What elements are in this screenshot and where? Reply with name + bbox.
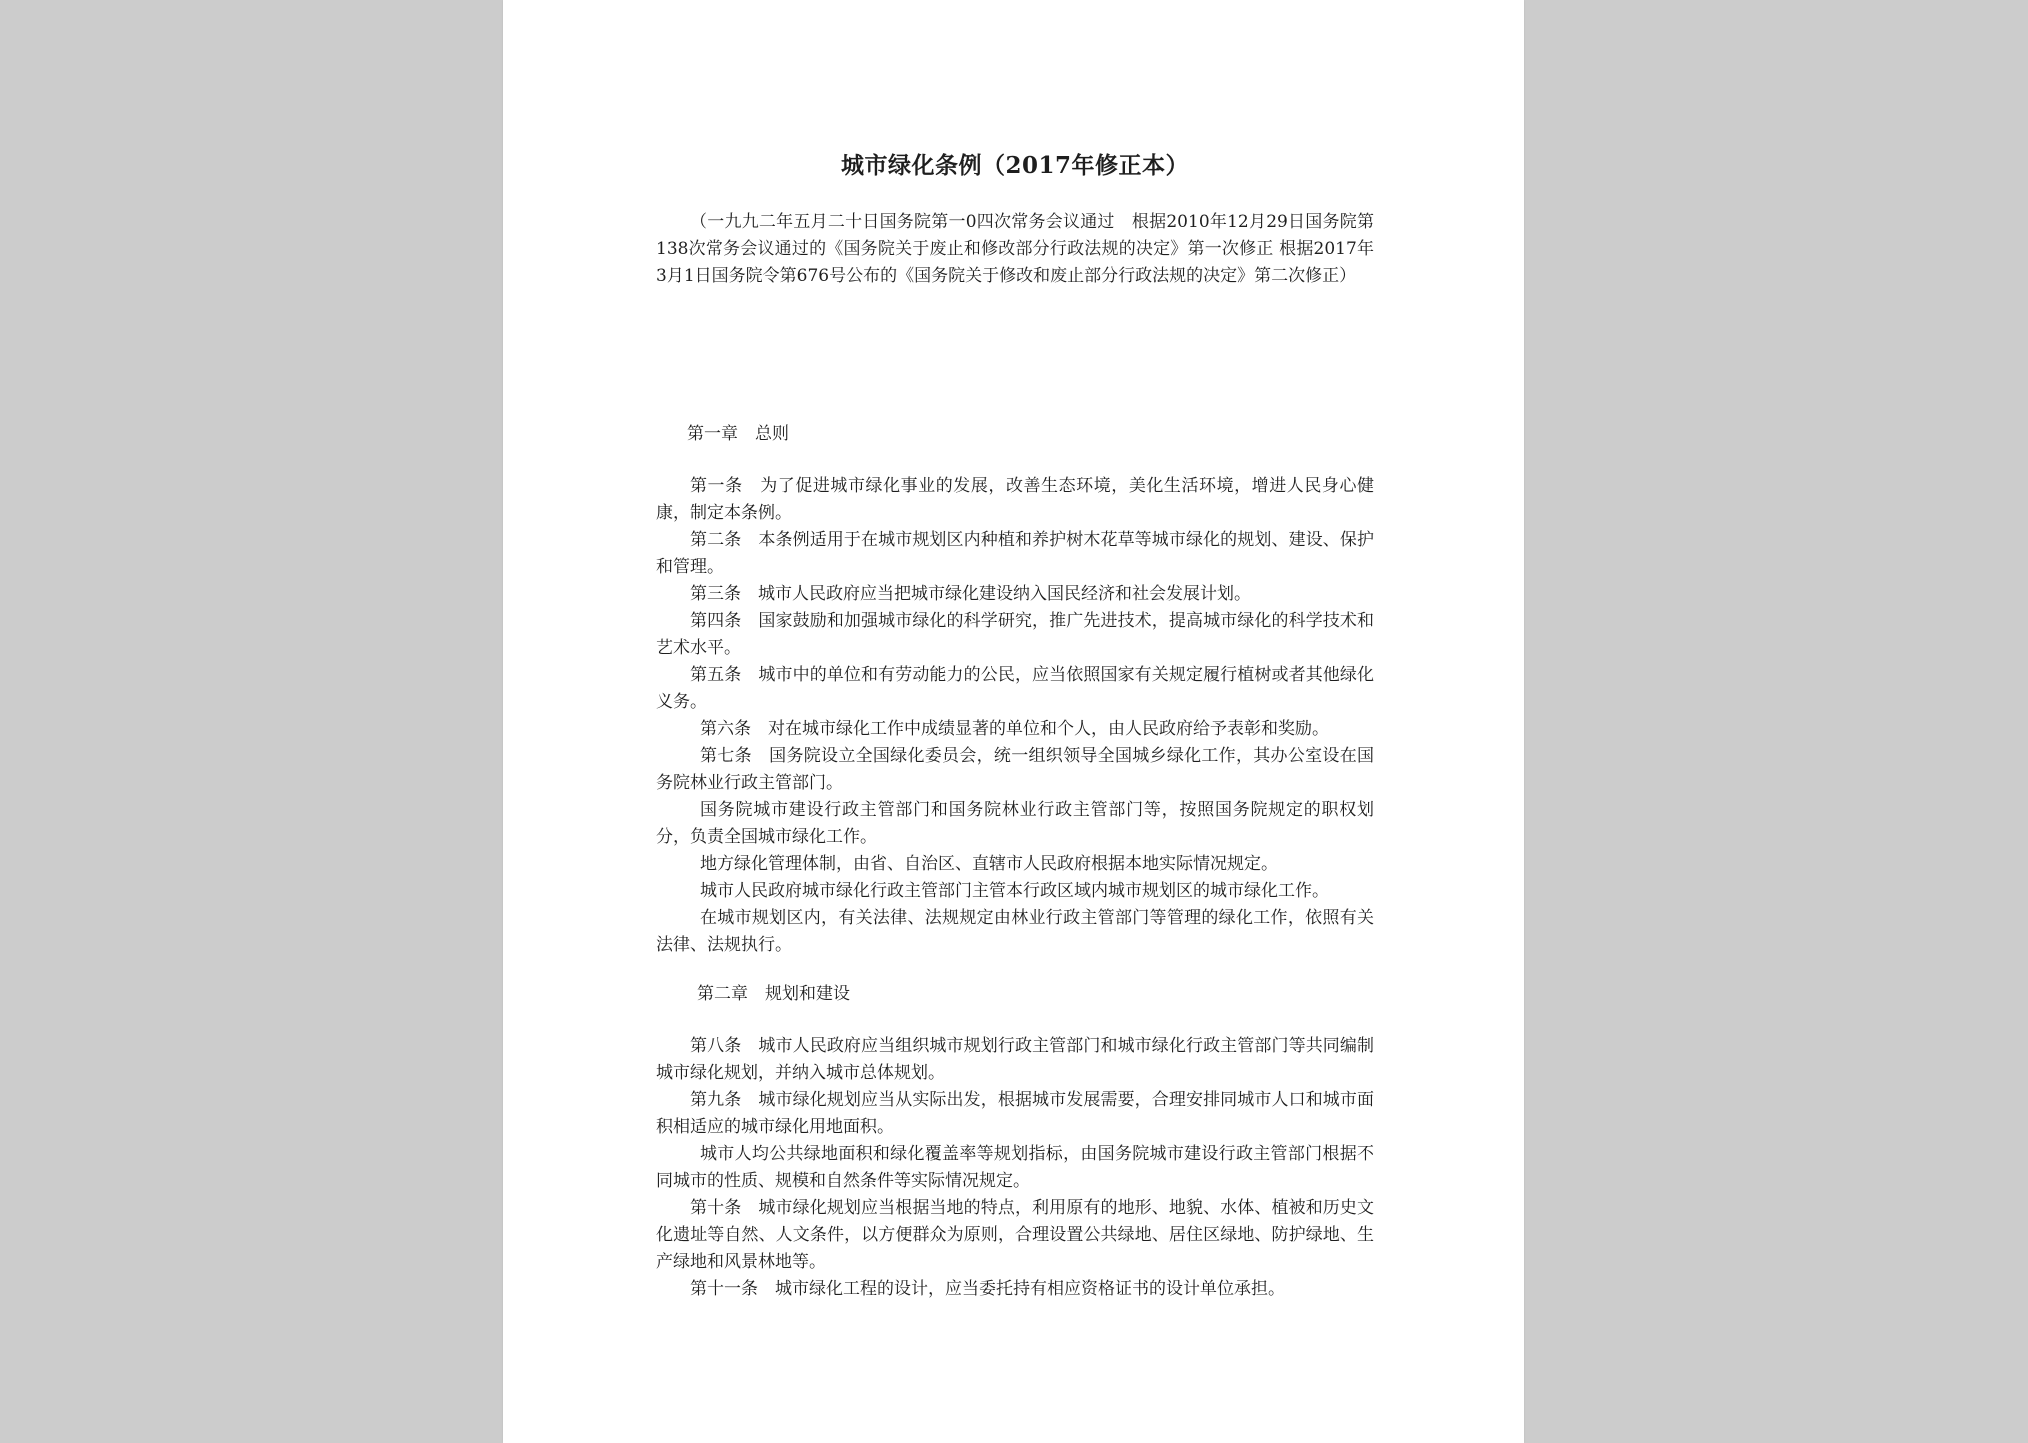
article-7-paragraph-5: 在城市规划区内，有关法律、法规规定由林业行政主管部门等管理的绿化工作，依照有关法律、法规执行。 bbox=[656, 908, 1374, 955]
chapter-heading-2: 第二章 规划和建设 bbox=[697, 984, 850, 1004]
document-page bbox=[503, 0, 1524, 1443]
article-6: 第六条 对在城市绿化工作中成绩显著的单位和个人，由人民政府给予表彰和奖励。 bbox=[700, 719, 1329, 739]
article-5: 第五条 城市中的单位和有劳动能力的公民，应当依照国家有关规定履行植树或者其他绿化义务。 bbox=[656, 665, 1374, 712]
article-7-paragraph-3: 地方绿化管理体制，由省、自治区、直辖市人民政府根据本地实际情况规定。 bbox=[700, 854, 1278, 874]
article-7-paragraph-4: 城市人民政府城市绿化行政主管部门主管本行政区域内城市规划区的城市绿化工作。 bbox=[700, 881, 1329, 901]
document-title: 城市绿化条例（2017年修正本） bbox=[840, 152, 1189, 179]
article-8: 第八条 城市人民政府应当组织城市规划行政主管部门和城市绿化行政主管部门等共同编制城市绿化规划，并纳入城市总体规划。 bbox=[656, 1036, 1374, 1083]
chapter-heading-1: 第一章 总则 bbox=[687, 424, 789, 444]
document-preamble: （一九九二年五月二十日国务院第一0四次常务会议通过 根据2010年12月29日国务院第138次常务会议通过的《国务院关于废止和修改部分行政法规的决定》第一次修正 根据2017年3月1日国务院令第676号公布的《国务院关于修改和废止部分行政法规的决定》第二次修正） bbox=[656, 212, 1374, 286]
article-9: 第九条 城市绿化规划应当从实际出发，根据城市发展需要，合理安排同城市人口和城市面积相适应的城市绿化用地面积。 bbox=[656, 1090, 1374, 1137]
article-2: 第二条 本条例适用于在城市规划区内种植和养护树木花草等城市绿化的规划、建设、保护和管理。 bbox=[656, 530, 1374, 577]
article-4: 第四条 国家鼓励和加强城市绿化的科学研究，推广先进技术，提高城市绿化的科学技术和艺术水平。 bbox=[656, 611, 1374, 658]
article-7-paragraph-2: 国务院城市建设行政主管部门和国务院林业行政主管部门等，按照国务院规定的职权划分，负责全国城市绿化工作。 bbox=[656, 800, 1374, 847]
article-7: 第七条 国务院设立全国绿化委员会，统一组织领导全国城乡绿化工作，其办公室设在国务院林业行政主管部门。 bbox=[656, 746, 1374, 793]
article-1: 第一条 为了促进城市绿化事业的发展，改善生态环境，美化生活环境，增进人民身心健康，制定本条例。 bbox=[656, 476, 1374, 523]
article-3: 第三条 城市人民政府应当把城市绿化建设纳入国民经济和社会发展计划。 bbox=[690, 584, 1251, 604]
article-11: 第十一条 城市绿化工程的设计，应当委托持有相应资格证书的设计单位承担。 bbox=[690, 1279, 1285, 1299]
article-10: 第十条 城市绿化规划应当根据当地的特点，利用原有的地形、地貌、水体、植被和历史文化遗址等自然、人文条件，以方便群众为原则，合理设置公共绿地、居住区绿地、防护绿地、生产绿地和风景林地等。 bbox=[656, 1198, 1374, 1272]
article-9-paragraph-2: 城市人均公共绿地面积和绿化覆盖率等规划指标，由国务院城市建设行政主管部门根据不同城市的性质、规模和自然条件等实际情况规定。 bbox=[656, 1144, 1374, 1191]
